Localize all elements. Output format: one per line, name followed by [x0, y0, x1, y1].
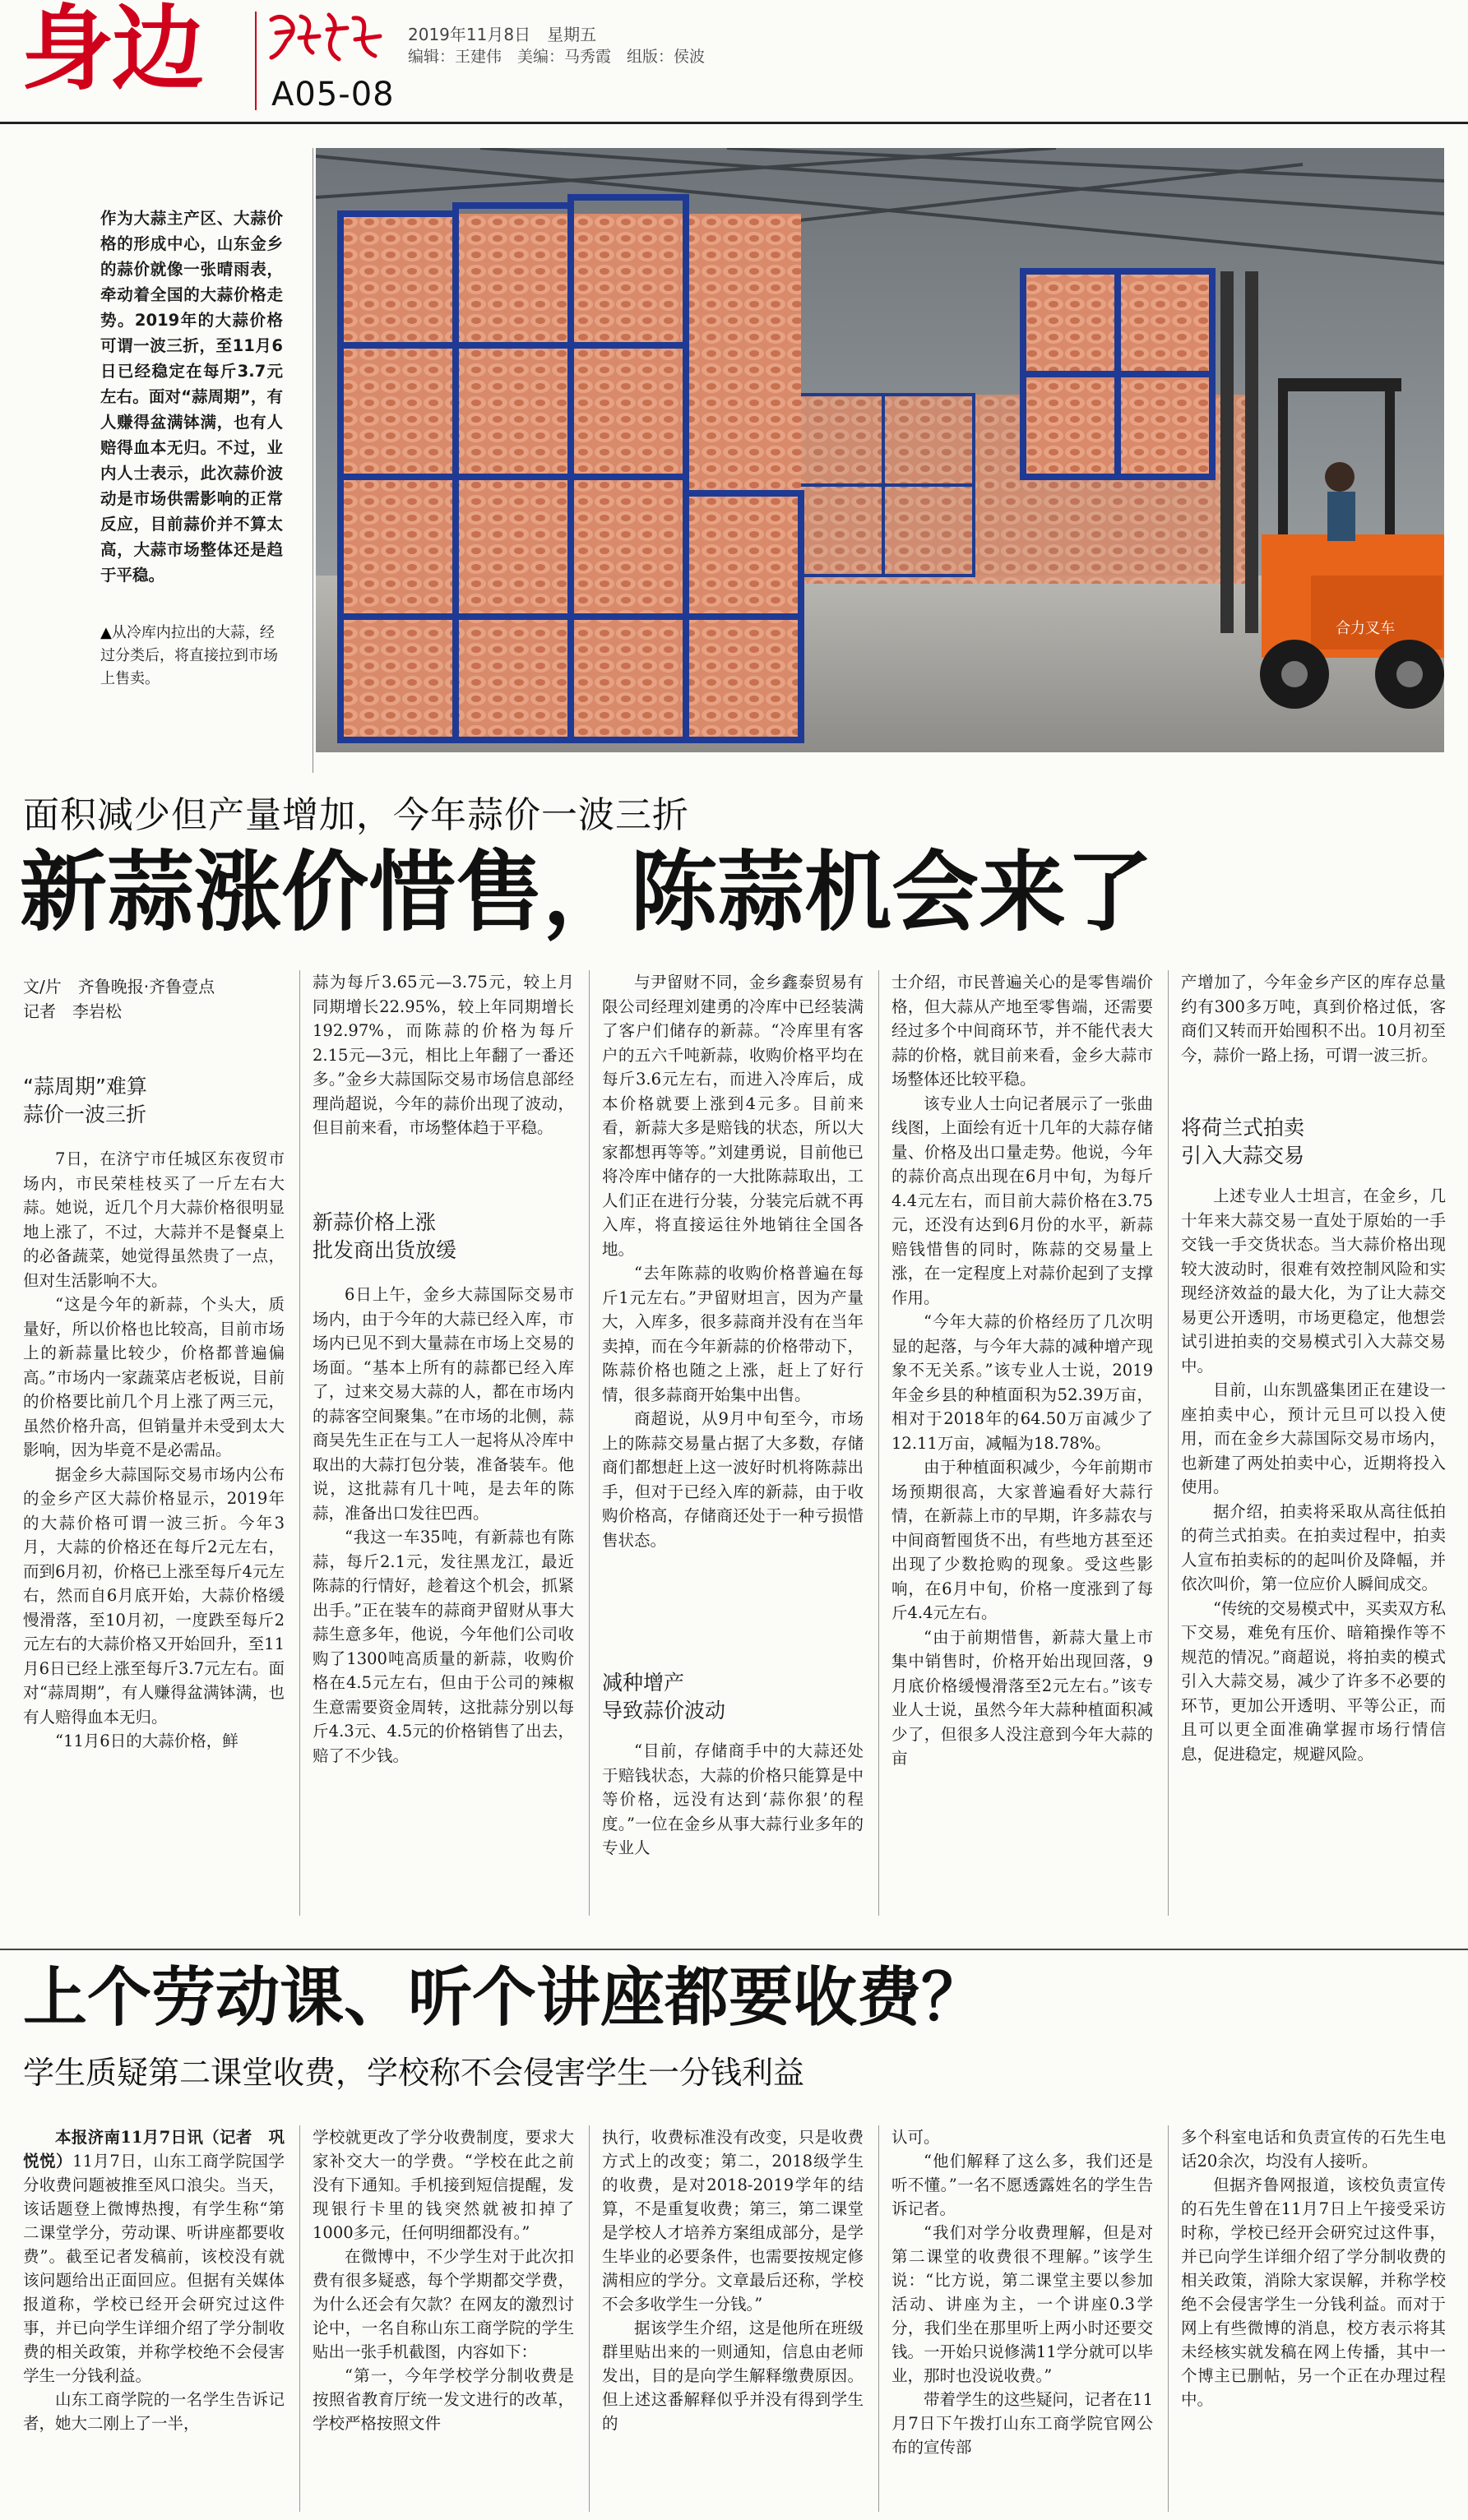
subhead-2-line2: 批发商出货放缓 [313, 1238, 457, 1262]
column-divider [1168, 2125, 1169, 2512]
paragraph: “今年大蒜的价格经历了几次明显的起落，与今年大蒜的减种增产现象不无关系。”该专业人士说，2019年金乡县的种植面积为52.39万亩，相对于2018年的64.50万亩减少了12.11万亩，减幅为18.78%。 [891, 1312, 1153, 1453]
garlic-warehouse-photo [316, 148, 1444, 752]
paragraph: 据该学生介绍，这是他所在班级群里贴出来的一则通知，信息由老师发出，目的是向学生解释缴费原因。但上述这番解释似乎并没有得到学生的 [602, 2319, 864, 2433]
paragraph: “这是今年的新蒜，个头大，质量好，所以价格也比较高，目前市场上的新蒜量比较少，价格都普遍偏高。”市场内一家蔬菜店老板说，目前的价格要比前几个月上涨了两三元，虽然价格升高，但销量并未受到太大影响，因为毕竟不是必需品。 [23, 1295, 285, 1459]
article2-column-2 [313, 2125, 574, 2435]
paragraph: “目前，存储商手中的大蒜还处于赔钱状态，大蒜的价格只能算是中等价格，远没有达到‘蒜你狠’的程度。”一位在金乡从事大蒜行业多年的专业人 [602, 1741, 864, 1857]
paragraph: 山东工商学院的一名学生告诉记者，她大二刚上了一半， [23, 2390, 285, 2433]
paragraph: 据介绍，拍卖将采取从高往低拍的荷兰式拍卖。在拍卖过程中，拍卖人宣布拍卖标的的起叫价及降幅，并依次叫价，第一位应价人瞬间成交。 [1181, 1501, 1446, 1593]
article2-column-4 [891, 2125, 1153, 2459]
paragraph: “我们对学分收费理解，但是对第二课堂的收费很不理解。”该学生说：“比方说，第二课堂主要以参加活动、讲座为主，一个讲座0.3学分，我们坐在那里听上两小时还要交钱。一开始只说修满11学分就可以毕业，那时也没说收费。” [891, 2223, 1153, 2385]
paragraph: 在微博中，不少学生对于此次扣费有很多疑惑，每个学期都交学费，为什么还会有欠款？在网友的激烈讨论中，一名自称山东工商学院的学生贴出一张手机截图，内容如下： [313, 2247, 574, 2361]
article1-column-2b [313, 1283, 574, 1768]
subhead-4-line1: 将荷兰式拍卖 [1181, 1116, 1305, 1140]
paragraph: 执行，收费标准没有改变，只是收费方式上的改变；第二，2018级学生的收费，是对2018-2019学年的结算，不是重复收费；第三，第二课堂是学校人才培养方案组成部分，是学生毕业的必要条件，也需要按规定修满相应的学分。文章最后还称，学校不会多收学生一分钱。” [602, 2128, 864, 2314]
article1-byline [23, 974, 270, 1024]
subhead-1 [23, 1073, 270, 1129]
paragraph: 11月7日，山东工商学院国学分收费问题被推至风口浪尖。当天，该话题登上微博热搜，有学生称“第二课堂学分，劳动课、听讲座都要收费”。截至记者发稿前，该校没有就该问题给出正面回应。但据有关媒体报道称，学校已经开会研究过这件事，并已向学生详细介绍了学分制收费的相关政策，并称学校绝不会侵害学生一分钱利益。 [23, 2152, 285, 2385]
paragraph: 认可。 [891, 2128, 940, 2147]
column-divider [589, 2125, 590, 2512]
paragraph: 目前，山东凯盛集团正在建设一座拍卖中心，预计元旦可以投入使用，而在金乡大蒜国际交易市场内，也新建了两处拍卖中心，近期将投入使用。 [1181, 1380, 1446, 1496]
paragraph: 产增加了，今年金乡产区的库存总量约有300多万吨，真到价格过低，客商们又转而开始囤积不出。10月初至今，蒜价一路上扬，可谓一波三折。 [1181, 973, 1446, 1065]
paragraph: “第一，今年学校学分制收费是按照省教育厅统一发文进行的改革，学校严格按照文件 [313, 2366, 574, 2433]
paragraph: “我这一车35吨，有新蒜也有陈蒜，每斤2.1元，发往黑龙江，最近陈蒜的行情好，趁着这个机会，抓紧出手。”正在装车的蒜商尹留财从事大蒜生意多年，他说，今年他们公司收购了1300吨高质量的新蒜，收购价格在4.5元左右，但由于公司的辣椒生意需要资金周转，这批蒜分别以每斤4.3元、4.5元的价格销售了出去，赔了不少钱。 [313, 1528, 574, 1765]
article2-column-1 [23, 2125, 285, 2435]
masthead-rule [0, 122, 1468, 124]
masthead-divider [255, 12, 257, 110]
caption-arrow-icon: ▲ [100, 624, 112, 641]
article1-column-3 [602, 970, 864, 1552]
article1-column-5 [1181, 970, 1446, 1067]
page-code: A05-08 [271, 76, 395, 113]
dateline: 本报济南11月7日讯（记者 巩悦悦） [23, 2128, 285, 2171]
subhead-2-line1: 新蒜价格上涨 [313, 1210, 437, 1234]
subhead-3-line1: 减种增产 [602, 1671, 685, 1695]
paragraph: 与尹留财不同，金乡鑫泰贸易有限公司经理刘建勇的冷库中已经装满了客户们储存的新蒜。“冷库里有客户的五六千吨新蒜，收购价格平均在每斤3.6元左右，而进入冷库后，成本价格就要上涨到4元多。目前来看，新蒜大多是赔钱的状态，所以大家都想再等等。”刘建勇说，目前他已将冷库中储存的一大批陈蒜取出，工人们正在进行分装，分装完后就不再入库，将直接运往外地销往全国各地。 [602, 973, 864, 1259]
article1-column-1 [23, 1147, 285, 1754]
article2-column-3 [602, 2125, 864, 2435]
article2-kicker: 学生质疑第二课堂收费，学校称不会侵害学生一分钱利益 [23, 2055, 805, 2091]
byline-reporter: 记者 李岩松 [23, 1001, 122, 1021]
column-divider [878, 2125, 879, 2512]
column-divider [299, 970, 300, 1916]
paragraph: 商超说，从9月中旬至今，市场上的陈蒜交易量占据了大多数，存储商们都想赶上这一波好时机将陈蒜出手，但对于已经入库的新蒜，由于收购价格高，存储商还处于一种亏损惜售状态。 [602, 1409, 864, 1550]
paragraph: 多个科室电话和负责宣传的石先生电话20余次，均没有人接听。 [1181, 2128, 1446, 2171]
subhead-1-line2: 蒜价一波三折 [23, 1103, 147, 1126]
column-divider [299, 2125, 300, 2512]
paragraph: 6日上午，金乡大蒜国际交易市场内，由于今年的大蒜已经入库，市场内已见不到大量蒜在市场上交易的场面。“基本上所有的蒜都已经入库了，过来交易大蒜的人，都在市场内的蒜客空间聚集。”在市场的北侧，蒜商吴先生正在与工人一起将从冷库中取出的大蒜打包分装，准备装车。他说，这批蒜有几十吨，是去年的陈蒜，准备出口发往巴西。 [313, 1285, 574, 1523]
paragraph: “去年陈蒜的收购价格普遍在每斤1元左右。”尹留财坦言，因为产量大，入库多，很多蒜商并没有在当年卖掉，而在今年新蒜的价格带动下，陈蒜价格也随之上涨，赶上了好行情，很多蒜商开始集中出售。 [602, 1264, 864, 1404]
subhead-3-line2: 导致蒜价波动 [602, 1699, 726, 1722]
paragraph: 该专业人士向记者展示了一张曲线图，上面绘有近十几年的大蒜存储量、价格及出口量走势。他说，今年的蒜价高点出现在6月中旬，为每斤4.4元左右，而目前大蒜价格在3.75元，还没有达到6月份的水平，新蒜赔钱惜售的同时，陈蒜的交易量上涨，在一定程度上对蒜价起到了支撑作用。 [891, 1094, 1153, 1307]
subhead-4 [1181, 1114, 1446, 1170]
section-rule [0, 1949, 1468, 1950]
article1-kicker: 面积减少但产量增加，今年蒜价一波三折 [23, 794, 689, 836]
paragraph: “他们解释了这么多，我们还是听不懂。”一名不愿透露姓名的学生告诉记者。 [891, 2152, 1153, 2218]
column-divider [1168, 970, 1169, 1916]
photo-caption [100, 622, 283, 691]
article2-column-5 [1181, 2125, 1446, 2411]
editors-line: 编辑：王建伟 美编：马秀霞 组版：侯波 [408, 48, 706, 66]
subhead-1-line1: “蒜周期”难算 [23, 1075, 147, 1098]
subhead-4-line2: 引入大蒜交易 [1181, 1144, 1305, 1168]
paragraph: 7日，在济宁市任城区东夜贸市场内，市民荣桂枝买了一斤左右大蒜。她说，近几个月大蒜价格很明显地上涨了，不过，大蒜并不是餐桌上的必备蔬菜，她觉得虽然贵了一点，但对生活影响不大。 [23, 1149, 285, 1290]
paragraph: 蒜为每斤3.65元—3.75元，较上月同期增长22.95%，较上年同期增长192.97%，而陈蒜的价格为每斤2.15元—3元，相比上年翻了一番还多。”金乡大蒜国际交易市场信息部经理尚超说，今年的蒜价出现了波动，但目前来看，市场整体趋于平稳。 [313, 973, 574, 1137]
column-divider [589, 970, 590, 1916]
paragraph: 由于种植面积减少，今年前期市场预期很高，大家普遍看好大蒜行情，在新蒜上市的早期，许多蒜农与中间商暂囤货不出，有些地方甚至还出现了少数抢购的现象。受这些影响，在6月中旬，价格一度涨到了每斤4.4元左右。 [891, 1458, 1153, 1622]
article1-column-3b [602, 1739, 864, 1861]
subhead-3 [602, 1669, 864, 1725]
article2-headline: 上个劳动课、听个讲座都要收费？ [23, 1961, 986, 2035]
paragraph: 带着学生的这些疑问，记者在11月7日下午拨打山东工商学院官网公布的宣传部 [891, 2390, 1153, 2457]
section-title: 身边 [21, 0, 202, 103]
forklift-brand-label: 合力叉车 [1336, 620, 1395, 637]
byline-source: 文/片 齐鲁晚报·齐鲁壹点 [23, 977, 215, 996]
photo-caption-text: 从冷库内拉出的大蒜，经过分类后，将直接拉到市场上售卖。 [100, 624, 278, 687]
article1-column-5b [1181, 1184, 1446, 1766]
paragraph: “传统的交易模式中，买卖双方私下交易，难免有压价、暗箱操作等不规范的情况。”商超说，将拍卖的模式引入大蒜交易，减少了许多不必要的环节，更加公开透明、平等公正，而且可以更全面准确掌握市场行情信息，促进稳定，规避风险。 [1181, 1598, 1446, 1764]
subhead-2 [313, 1209, 574, 1265]
article1-headline: 新蒜涨价惜售，陈蒜机会来了 [20, 842, 1153, 943]
photo-intro-text: 作为大蒜主产区、大蒜价格的形成中心，山东金乡的蒜价就像一张晴雨表，牵动着全国的大蒜价格走势。2019年的大蒜价格可谓一波三折，至11月6日已经稳定在每斤3.7元左右。面对“蒜周期”，有人赚得盆满钵满，也有人赔得血本无归。不过，业内人士表示，此次蒜价波动是市场供需影响的正常反应，目前蒜价并不算太高，大蒜市场整体还是趋于平稳。 [100, 209, 283, 585]
paragraph: “11月6日的大蒜价格，鲜 [55, 1732, 238, 1750]
paragraph: 学校就更改了学分收费制度，要求大家补交大一的学费。“学校在此之前没有下通知。手机接到短信提醒，发现银行卡里的钱突然就被扣掉了1000多元，任何明细都没有。” [313, 2128, 574, 2242]
paragraph: “由于前期惜售，新蒜大量上市集中销售时，价格开始出现回落，9月底价格缓慢滑落至2元左右。”该专业人士说，虽然今年大蒜种植面积减少了，但很多人没注意到今年大蒜的亩 [891, 1627, 1153, 1768]
article1-column-2 [313, 970, 574, 1140]
newspaper-logo [265, 8, 387, 67]
paragraph: 上述专业人士坦言，在金乡，几十年来大蒜交易一直处于原始的一手交钱一手交货状态。当大蒜价格出现较大波动时，很难有效控制风险和实现经济效益的最大化，为了让大蒜交易更公开透明，市场更稳定，他想尝试引进拍卖的交易模式引入大蒜交易中。 [1181, 1186, 1446, 1376]
paragraph: 据金乡大蒜国际交易市场内公布的金乡产区大蒜价格显示，2019年的大蒜价格可谓一波三折。今年3月，大蒜的价格还在每斤2元左右，而到6月初，价格已上涨至每斤4元左右，然而自6月底开始，大蒜价格缓慢滑落，至10月初，一度跌至每斤2元左右的大蒜价格又开始回升，至11月6日已经上涨至每斤3.7元左右。面对“蒜周期”，有人赚得盆满钵满，也有人赔得血本无归。 [23, 1464, 285, 1727]
date-line: 2019年11月8日 星期五 [408, 25, 597, 44]
column-divider [878, 970, 879, 1916]
article1-column-4 [891, 970, 1153, 1771]
paragraph: 士介绍，市民普遍关心的是零售端价格，但大蒜从产地至零售端，还需要经过多个中间商环节，并不能代表大蒜的价格，就目前来看，金乡大蒜市场整体还比较平稳。 [891, 973, 1153, 1089]
paragraph: 但据齐鲁网报道，该校负责宣传的石先生曾在11月7日上午接受采访时称，学校已经开会研究过这件事，并已向学生详细介绍了学分制收费的相关政策，消除大家误解，并称学校绝不会侵害学生一分钱利益。而对于网上有些微博的消息，校方表示将其未经核实就发稿在网上传播，其中一个博主已删帖，另一个正在办理过程中。 [1181, 2176, 1446, 2409]
